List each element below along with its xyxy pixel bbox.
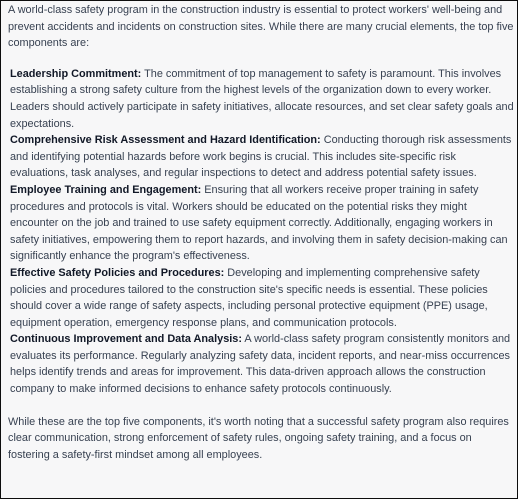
response-text — [8, 2, 514, 463]
item-title: Continuous Improvement and Data Analysis: — [10, 333, 242, 346]
item-text: Conducting thorough risk assessments and identifying potential hazards before work begins is crucial. This includes site-specific risk evaluations, task analyses, and regular inspections to detect and address potential safety issues. — [10, 134, 512, 180]
item-text: The commitment of top management to safety is paramount. This involves establishing a strong safety culture from the highest levels of the organization down to every worker. Leaders should actively participate in safety initiatives, allocate resources, and set clear safety goals and expectations. — [10, 67, 514, 130]
intro-paragraph: A world-class safety program in the construction industry is essential to protect workers' well-being and prevent accidents and incidents on construction sites. While there are many crucial elements, the top five components are: — [8, 4, 514, 50]
item-title: Effective Safety Policies and Procedures: — [10, 266, 225, 279]
list-item — [10, 66, 514, 132]
list-item — [10, 182, 514, 265]
list-item — [10, 265, 514, 331]
item-text: A world-class safety program consistently monitors and evaluates its performance. Regularly analyzing safety data, incident reports, and near-miss occurrences helps identify trends and areas for improvement. This data-driven approach allows the construction company to make informed decisions to enhance safety protocols continuously. — [10, 333, 511, 396]
components-list — [8, 66, 514, 398]
list-item — [10, 331, 514, 397]
item-title: Leadership Commitment: — [10, 67, 142, 80]
item-title: Comprehensive Risk Assessment and Hazard Identification: — [10, 134, 321, 147]
item-text: Ensuring that all workers receive proper training in safety procedures and protocols is vital. Workers should be educated on the potential risks they might encounter on the job and trained to use safety equipment correctly. Additionally, engaging workers in safety initiatives, empowering them to report hazards, and involving them in safety decision-making can significantly enhance the program's effectiveness. — [10, 183, 508, 263]
item-title: Employee Training and Engagement: — [10, 183, 202, 196]
list-item — [10, 132, 514, 182]
item-text: Developing and implementing comprehensive safety policies and procedures tailored to the construction site's specific needs is essential. These policies should cover a wide range of safety aspects, including personal protective equipment (PPE) usage, equipment operation, emergency response plans, and communication protocols. — [10, 266, 488, 329]
closing-paragraph: While these are the top five components, it's worth noting that a successful safety program also requires clear communication, strong enforcement of safety rules, ongoing safety training, and a focus on fostering a safety-first mindset among all employees. — [8, 415, 509, 461]
